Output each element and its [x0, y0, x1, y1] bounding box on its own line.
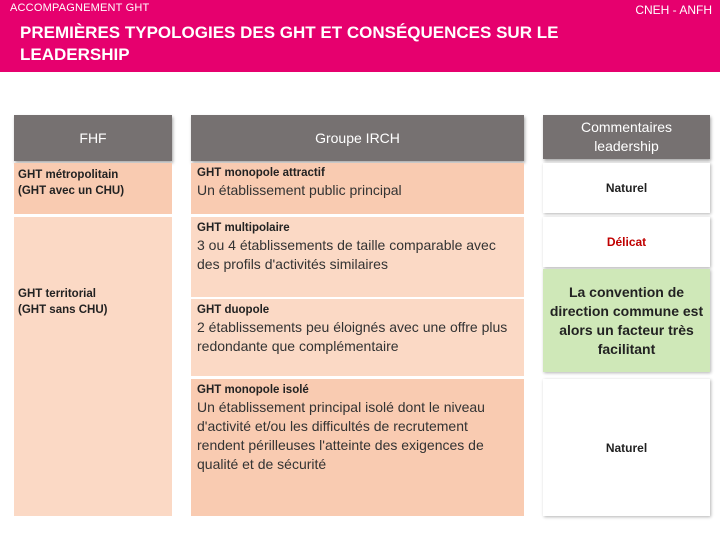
fhf-territorial-line2: (GHT sans CHU) [18, 304, 108, 316]
irch-duopole-desc: 2 établissements peu éloignés avec une offre plus redondante que complémentaire [197, 319, 508, 354]
column-header-irch-label: Groupe IRCH [315, 130, 400, 146]
fhf-metropolitain-cell [14, 163, 172, 214]
irch-multipolaire-desc: 3 ou 4 établissements de taille comparable avec des profils d'activités similaires [197, 237, 496, 272]
irch-multipolaire-cell [191, 217, 524, 297]
section-label: ACCOMPAGNEMENT GHT [10, 2, 150, 14]
column-header-irch [191, 115, 524, 161]
irch-duopole-cell [191, 299, 524, 376]
column-header-fhf-label: FHF [79, 130, 107, 146]
irch-monopole-attractif-cell [191, 163, 524, 214]
comment-naturel-2-label: Naturel [605, 440, 648, 455]
comment-convention [543, 269, 710, 372]
column-header-fhf [14, 115, 172, 161]
comment-naturel-2 [543, 379, 710, 516]
comment-convention-label: La convention de direction commune est alors un facteur très facilitant [549, 283, 704, 357]
fhf-metropolitain-line1: GHT métropolitain [18, 169, 119, 181]
comment-naturel-1-label: Naturel [605, 181, 648, 195]
column-header-comments [543, 115, 710, 159]
irch-monopole-attractif-title: GHT monopole attractif [197, 167, 325, 179]
irch-monopole-isole-cell [191, 379, 524, 516]
organization-label: CNEH - ANFH [635, 3, 712, 17]
comment-delicat [543, 217, 710, 267]
header-bar [0, 0, 720, 72]
fhf-territorial-cell [14, 217, 172, 516]
irch-monopole-attractif-desc: Un établissement public principal [197, 182, 402, 198]
comment-delicat-label: Délicat [606, 235, 647, 249]
irch-monopole-isole-desc: Un établissement principal isolé dont le niveau d'activité et/ou les difficultés de recrutement rendent périlleuses l'atteinte des exigences de qualité et de sécurité [197, 399, 485, 472]
column-header-comments-label: Commentaires leadership [580, 119, 673, 154]
irch-duopole-title: GHT duopole [197, 304, 270, 316]
irch-monopole-isole-title: GHT monopole isolé [197, 384, 309, 396]
fhf-territorial-line1: GHT territorial [18, 288, 96, 300]
page-title: PREMIÈRES TYPOLOGIES DES GHT ET CONSÉQUENCES SUR LE LEADERSHIP [20, 23, 559, 64]
fhf-metropolitain-line2: (GHT avec un CHU) [18, 185, 125, 197]
comment-naturel-1 [543, 163, 710, 213]
irch-multipolaire-title: GHT multipolaire [197, 222, 290, 234]
